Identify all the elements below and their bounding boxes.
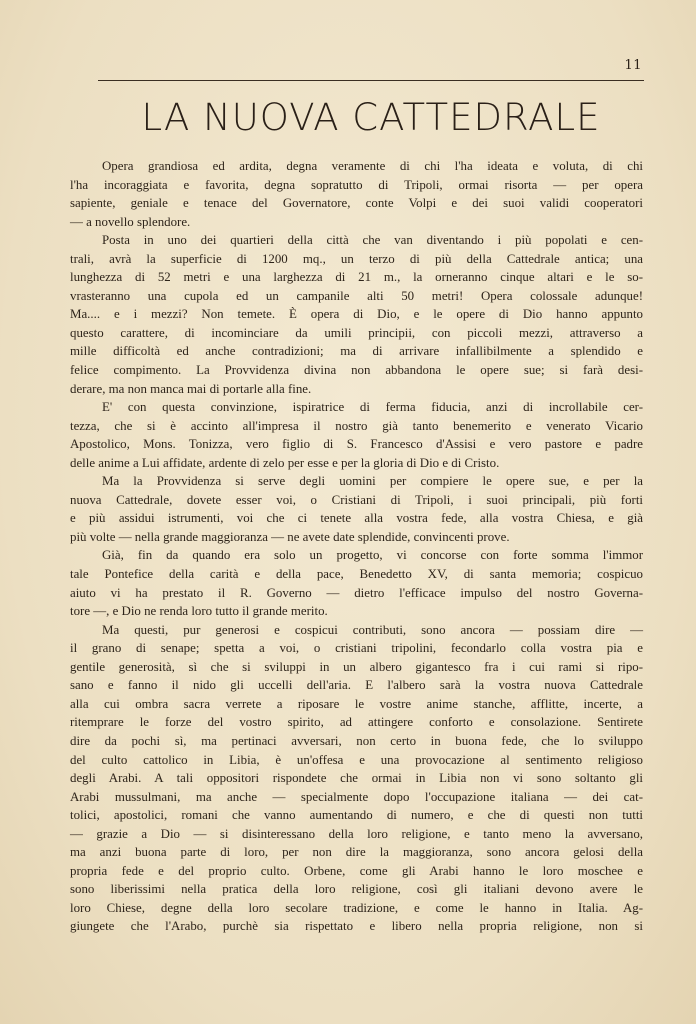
text-line: gentile generosità, sì che si sviluppi in un albero gigantesco fra i cui rami si ripo- — [70, 659, 643, 674]
text-line: Ma la Provvidenza si serve degli uomini per compiere le opere sue, e per la — [102, 474, 643, 489]
text-line: Arabi mussulmani, ma anche — specialmente dopo l'occupazione italiana — dei cat- — [70, 789, 643, 804]
text-line: e più assidui istrumenti, voi che ci tenete alla vostra fede, alla vostra Chiesa, e già — [70, 511, 643, 526]
text-line: loro Chiese, degne della loro secolare tradizione, e come le hanno in Italia. Ag- — [70, 900, 643, 915]
text-line: sapiente, geniale e tenace del Governatore, conte Volpi e dei suoi validi cooperatori — [70, 196, 643, 211]
text-line: alla cui ombra sacra verrete a riposare le vostre anime stanche, afflitte, incerte, a — [70, 696, 643, 711]
text-line: il grano di senape; spetta a voi, o cristiani tripolini, fecondarlo colla vostra pia e — [70, 641, 643, 656]
text-line: più volte — nella grande maggioranza — ne avete date splendide, convincenti prove. — [70, 529, 510, 544]
text-line: vrasteranno una cupola ed un campanile alti 50 metri! Opera colossale adunque! — [70, 288, 643, 303]
text-line: aiuto vi ha prestato il R. Governo — dietro l'efficace impulso del nostro Governa- — [70, 585, 643, 600]
text-line: mille difficoltà ed anche contradizioni; ma di arrivare infallibilmente a splendido e — [70, 344, 643, 359]
text-line: del culto cattolico in Libia, è un'offesa e una provocazione al sentimento religioso — [70, 752, 643, 767]
text-line: Posta in uno dei quartieri della città che van diventando i più popolati e cen- — [102, 233, 643, 248]
text-line: Ma.... e i mezzi? Non temete. È opera di Dio, e le opere di Dio hanno appunto — [70, 307, 643, 322]
text-line: tezza, che si è accinto all'impresa il nostro già tanto benemerito e venerato Vicario — [70, 418, 643, 433]
text-line: giungete che l'Arabo, purchè sia rispettato e libero nella propria religione, non si — [70, 919, 643, 934]
text-line: — a novello splendore. — [70, 214, 191, 229]
text-line: tolici, apostolici, romani che vanno aumentando di numero, e che di questi non tutti — [70, 808, 643, 823]
text-line: ritemprare le forze del vostro spirito, ad attingere conforto e consolazione. Sentirete — [70, 715, 643, 730]
text-line: sono liberissimi nella pratica della loro religione, così gli italiani devono avere le — [70, 882, 643, 897]
text-line: nuova Cattedrale, dovete esser voi, o Cristiani di Tripoli, i suoi principali, più forti — [70, 492, 643, 507]
text-line: Ma questi, pur generosi e cospicui contributi, sono ancora — possiam dire — — [102, 622, 643, 637]
text-line: delle anime a Lui affidate, ardente di zelo per esse e per la gloria di Dio e di Cristo. — [70, 455, 500, 470]
text-line: E' con questa convinzione, ispiratrice di ferma fiducia, anzi di incrollabile cer- — [102, 400, 643, 415]
text-line: tore —, e Dio ne renda loro tutto il grande merito. — [70, 604, 328, 619]
text-line: Apostolico, Mons. Tonizza, vero figlio di S. Francesco d'Assisi e vero pastore e padre — [70, 437, 643, 452]
header-rule — [98, 80, 644, 81]
article-title: LA NUOVA CATTEDRALE — [141, 96, 601, 139]
text-line: felice compimento. La Provvidenza divina non abbandona le opere sue; si farà desi- — [70, 363, 643, 378]
text-line: l'ha incoraggiata e favorita, degna sopratutto di Tripoli, ormai risorta — per opera — [70, 177, 643, 192]
text-line: tale Pontefice della carità e della pace, Benedetto XV, di santa memoria; cospicuo — [70, 567, 643, 582]
text-line: questo carattere, di incominciare da umili principii, con piccoli mezzi, attraverso a — [70, 325, 643, 340]
text-line: Opera grandiosa ed ardita, degna veramente di chi l'ha ideata e voluta, di chi — [102, 159, 643, 173]
page-number: 11 — [624, 58, 642, 73]
text-line: degli Arabi. A tali oppositori rispondete che ormai in Libia non vi sono soltanto gli — [70, 771, 643, 786]
text-line: lunghezza di 52 metri e una larghezza di 21 m., la orneranno cinque altari e le so- — [70, 270, 643, 285]
text-line: dire da pochi sì, ma pertinaci avversari, non certo in buona fede, che lo sviluppo — [70, 733, 643, 748]
text-line: Già, fin da quando era solo un progetto, vi concorse con forte somma l'immor — [102, 548, 643, 563]
text-line: ma anzi buona parte di loro, per non dire la maggioranza, sono ancora gelosi della — [70, 845, 643, 860]
text-line: propria fede e del proprio culto. Orbene, come gli Arabi hanno le loro moschee e — [70, 863, 643, 878]
text-line: — grazie a Dio — si disinteressano della loro religione, e tanto meno la avversano, — [70, 826, 643, 841]
article-body — [70, 157, 643, 936]
text-line: derare, ma non manca mai di portarle alla fine. — [70, 381, 312, 396]
text-line: trali, avrà la superficie di 1200 mq., un terzo di più della Cattedrale antica; una — [70, 251, 643, 266]
text-line: sano e fanno il nido gli uccelli dell'aria. E l'albero sarà la vostra nuova Cattedrale — [70, 678, 643, 693]
